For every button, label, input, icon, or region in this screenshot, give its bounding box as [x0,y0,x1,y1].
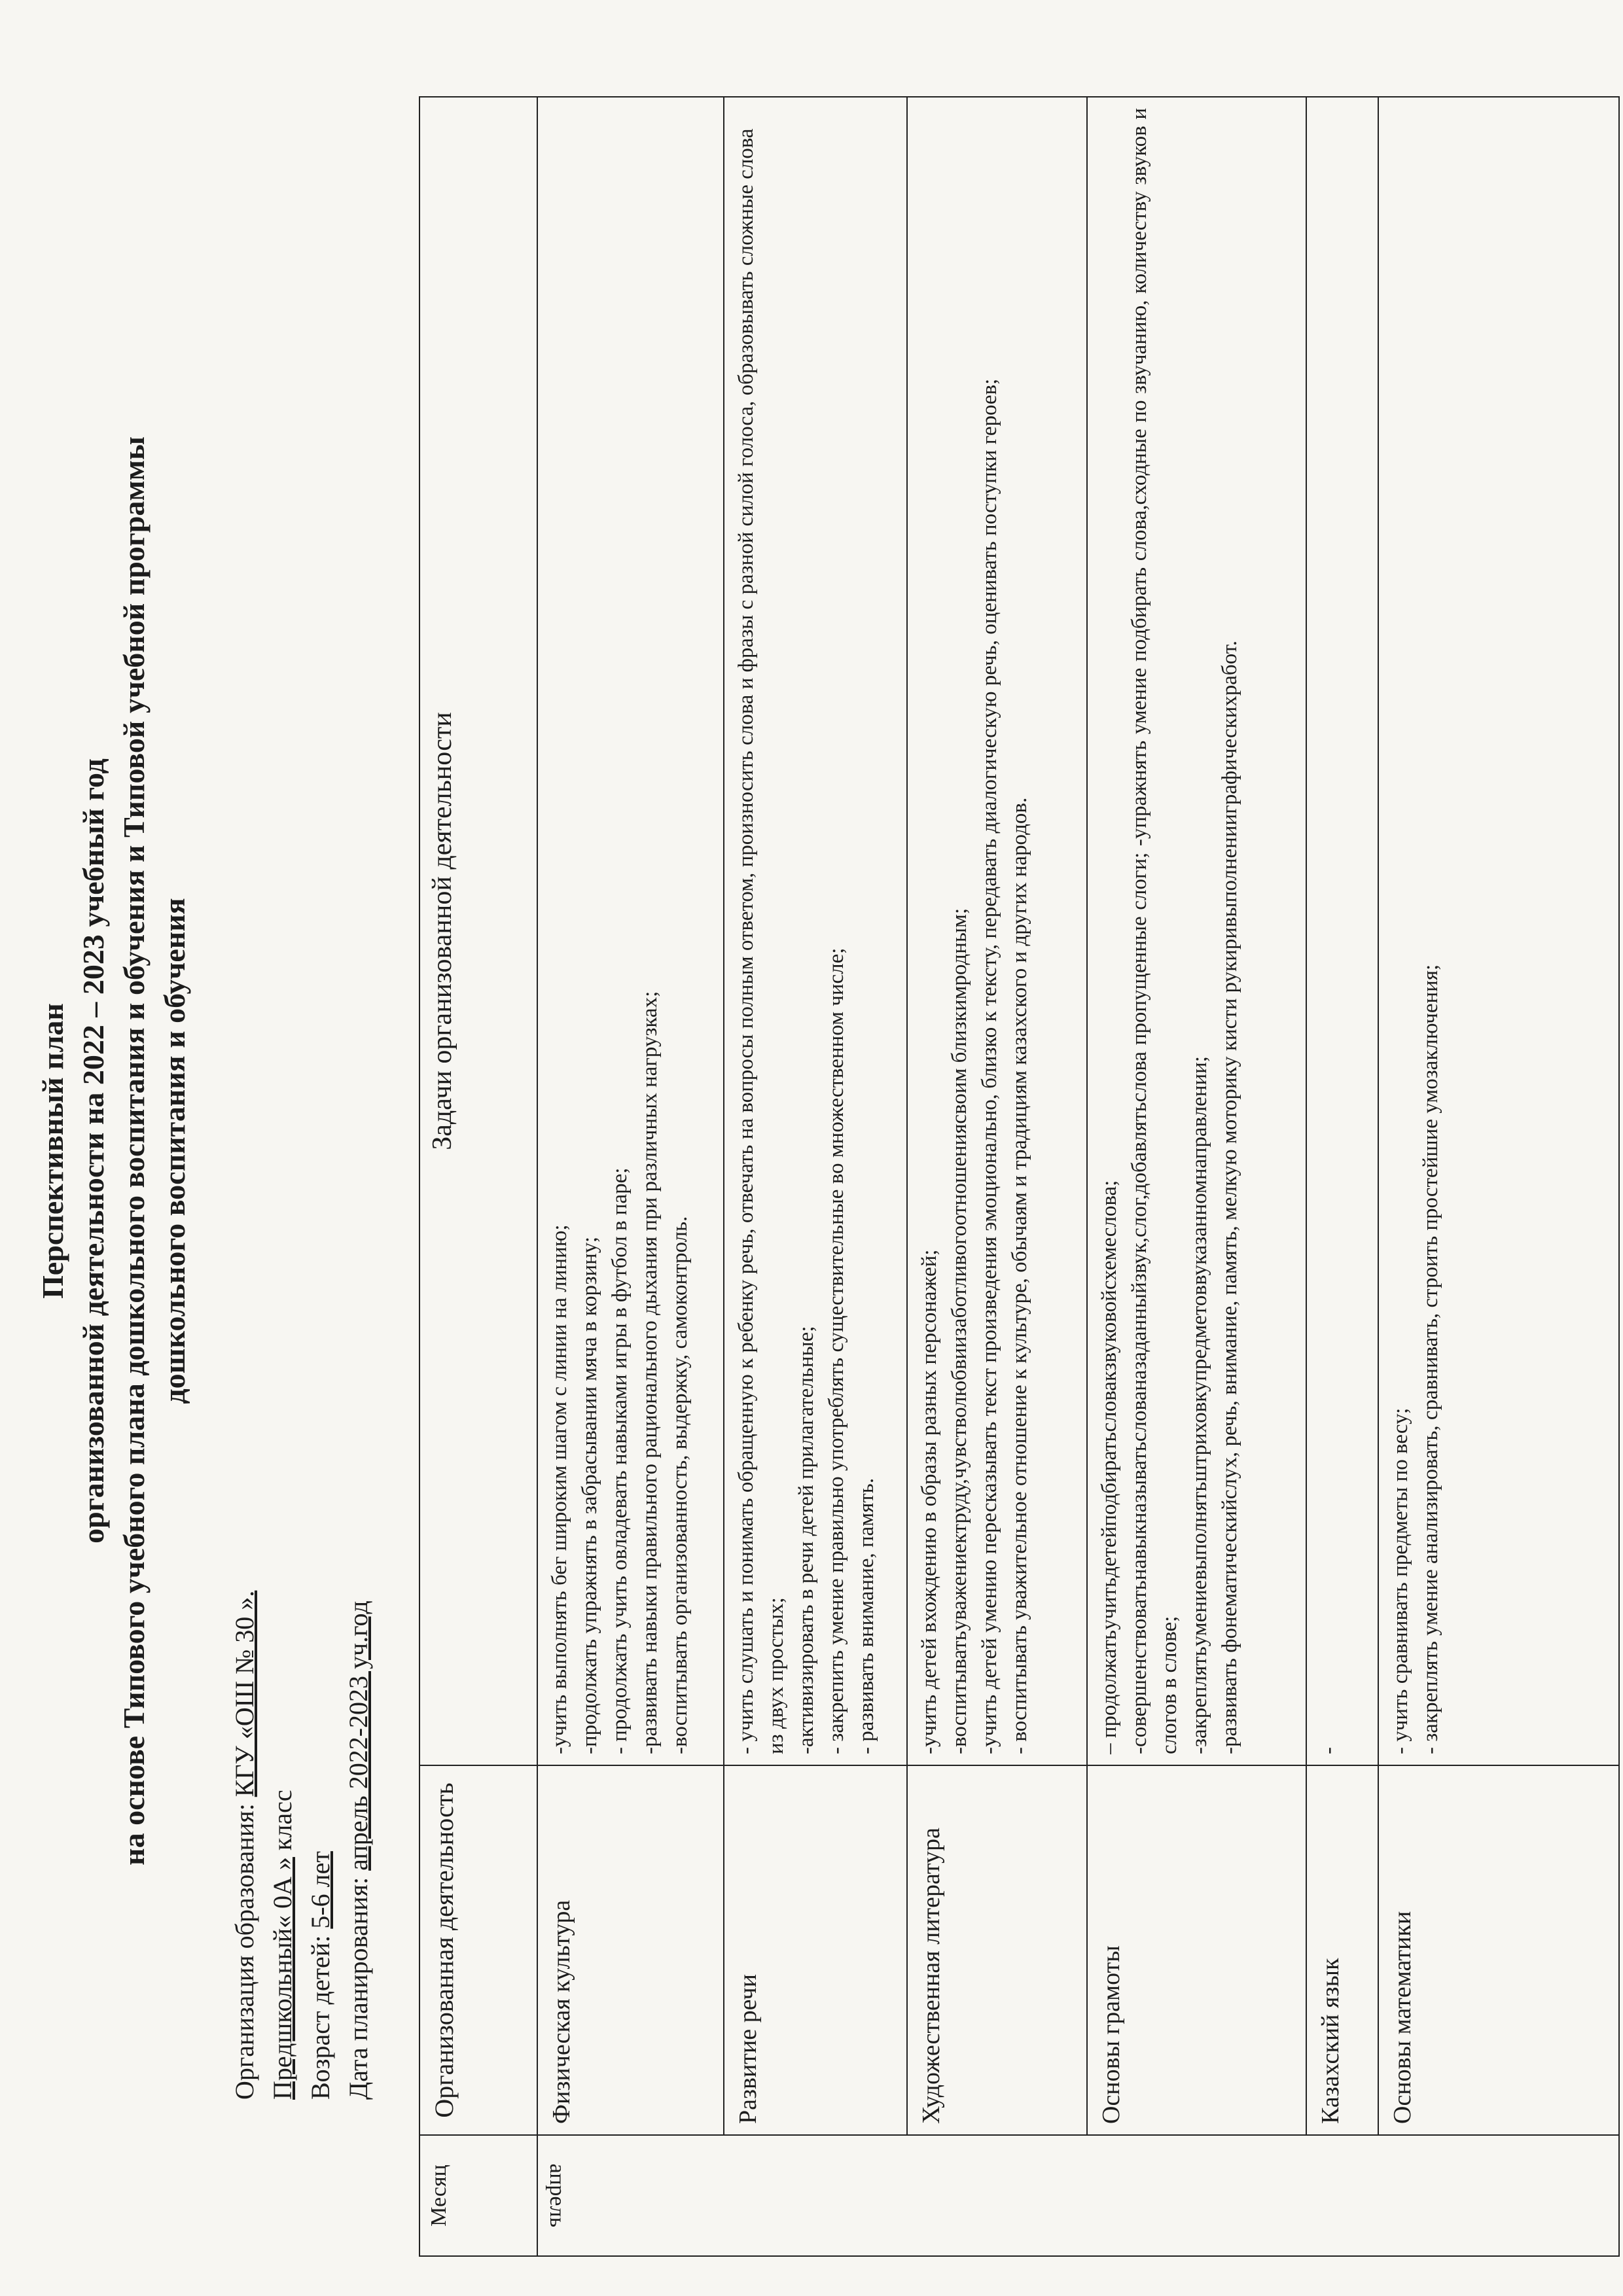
activity-cell: Художественная литература [907,1765,1087,2135]
task-item: - продолжать учить овладевать навыками игры в футбол в паре; [608,1167,632,1754]
tasks-cell [1378,97,1619,1765]
task-item: - закреплять умение анализировать, сравнивать, строить простейшие умозаключения; [1419,964,1442,1754]
task-item: -воспитывать организованность, выдержку, самоконтроль. [668,1216,692,1754]
date-value: апрель 2022-2023 уч.год [344,1600,373,1871]
task-item: -учить детей умению пересказывать текст произведения эмоционально, близко к тексту, передавать диалогическую речь, оценивать поступки героев; [978,378,1001,1754]
tasks-cell [1306,97,1378,1765]
activity-cell: Казахский язык [1306,1765,1378,2135]
task-item: - закрепить умение правильно употреблять существительные во множественном числе; [825,947,848,1754]
month-column-header: Месяц [419,2135,537,2256]
tasks-cell [537,97,724,1765]
task-item: -закреплятьумениевыполнятьштриховкупредметоввуказанномнаправлении; [1188,1056,1211,1754]
month-value: апрель [545,2163,569,2228]
task-item: - [1317,1747,1340,1754]
title-line-4: дошкольного воспитания и обучения [158,898,191,1404]
table-row [1306,97,1378,2256]
date-label: Дата планирования: [344,1877,373,2100]
table-row [724,97,907,2256]
task-item: -воспитыватьуважениектруду,чувстволюбвиизаботливогоотношениясвоим близкимродным; [948,908,971,1754]
task-item: – продолжатьучитьдетейподбиратьсловакзвуковойсхемеслова; [1097,1180,1121,1754]
age-label: Возраст детей: [306,1935,335,2100]
plan-meta [226,1118,378,2100]
title-line-2: организованной деятельности на 2022 – 2023 учебный год [77,758,110,1544]
table-row [537,97,724,2256]
table-row [1087,97,1306,2256]
task-item: -продолжать упражнять в забрасывании мяча в корзину; [578,1236,601,1754]
title-line-3: на основе Типового учебного плана дошкольного воспитания и обучения и Типовой учебной программы [117,436,151,1865]
table-row [1378,97,1619,2256]
task-item: -развивать навыки правильного рационального дыхания при различных нагрузках; [638,991,662,1754]
tasks-column-header: Задачи организованной деятельности [419,97,537,1765]
tasks-cell [1087,97,1306,1765]
task-item: -учить детей вхождению в образы разных персонажей; [918,1249,941,1754]
plan-table [419,96,1620,2257]
task-item: - воспитывать уважительное отношение к культуре, обычаям и традициям казахского и других народов. [1008,797,1031,1754]
organization-label: Организация образования: [230,1803,259,2100]
group-suffix: класс [268,1790,297,1851]
age-line [302,1118,340,2100]
activity-cell: Физическая культура [537,1765,724,2135]
task-item: -учить выполнять бег широким шагом с линии на линию; [548,1224,571,1754]
task-item: -активизировать в речи детей прилагательные; [794,1326,818,1754]
task-item: -совершенствоватьнавыкназыватьслованазаданныйзвук,слог,добавлятьслова пропущенные слоги; -упражнять умение подбирать слова,сходные по звучанию, количеству звуков и слогов в слове; [1128,108,1181,1754]
organization-value: КГУ «ОШ № 30 ». [230,1590,259,1797]
activity-column-header: Организованная деятельность [419,1765,537,2135]
group-line [264,1118,302,2100]
document-header [33,137,195,2165]
date-line [340,1118,378,2100]
tasks-cell [907,97,1087,1765]
activity-cell: Основы математики [1378,1765,1619,2135]
month-cell [537,2135,1619,2256]
organization-line [226,1118,264,2100]
task-item: - развивать внимание, память. [855,1477,878,1754]
title-line-1: Перспективный план [36,1003,69,1299]
task-item: - учить сравнивать предметы по весу; [1389,1407,1412,1754]
task-item: -развивать фонематическийслух, речь, внимание, память, мелкую моторику кисти рукиривыполненииграфическихработ. [1218,641,1241,1754]
table-row [907,97,1087,2256]
tasks-cell [724,97,907,1765]
group-value: Предшкольный« 0А » [268,1857,297,2100]
table-header-row [419,97,537,2256]
age-value: 5-6 лет [306,1851,335,1929]
task-item: - учить слушать и понимать обращенную к ребенку речь, отвечать на вопросы полным ответом, произносить слова и фразы с разной силой голоса, образовывать сложные слова из двух простых; [734,128,788,1754]
activity-cell: Развитие речи [724,1765,907,2135]
activity-cell: Основы грамоты [1087,1765,1306,2135]
